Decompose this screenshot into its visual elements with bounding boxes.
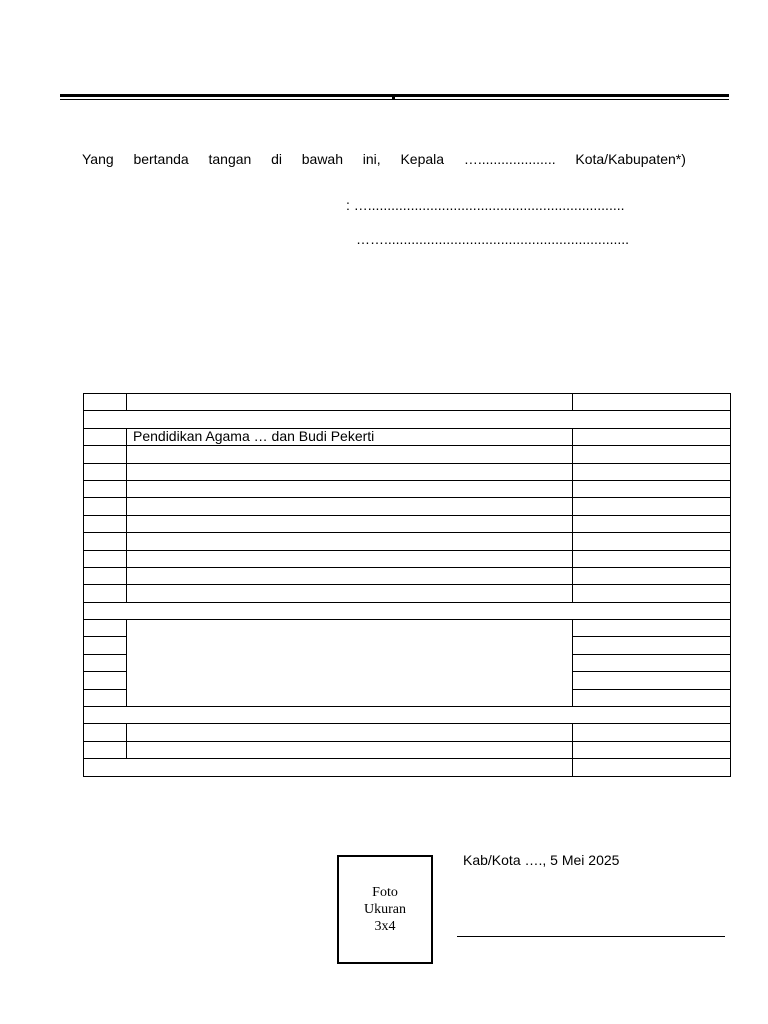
- table-cell: [127, 741, 573, 758]
- table-cell: [84, 463, 127, 480]
- table-cell: [573, 654, 731, 671]
- table-cell: [84, 550, 127, 567]
- table-cell: [127, 480, 573, 497]
- table-cell: [573, 550, 731, 567]
- intro-word: bawah: [301, 151, 344, 167]
- table-row: [84, 707, 731, 724]
- section-header-cell: [84, 707, 731, 724]
- table-cell: [573, 741, 731, 758]
- merged-subject-cell: [127, 620, 573, 707]
- place-date: Kab/Kota …., 5 Mei 2025: [463, 852, 620, 868]
- table-row: [84, 567, 731, 584]
- table-cell: [573, 672, 731, 689]
- table-row: [84, 446, 731, 463]
- table-cell: [573, 463, 731, 480]
- table-cell: [84, 689, 127, 706]
- table-row: [84, 741, 731, 758]
- table-row: [84, 620, 731, 637]
- table-row: [84, 550, 731, 567]
- table-cell: [127, 463, 573, 480]
- intro-word: …....................: [463, 151, 556, 167]
- header-rule-thin: [60, 99, 729, 100]
- section-header-cell: [84, 602, 731, 619]
- photo-label: Foto: [372, 885, 398, 900]
- table-cell: [573, 567, 731, 584]
- table-cell: [84, 637, 127, 654]
- table-cell: [127, 446, 573, 463]
- intro-word: bertanda: [133, 151, 189, 167]
- table-row: [84, 480, 731, 497]
- table-cell: [573, 446, 731, 463]
- grades-table: [83, 393, 731, 777]
- table-cell: [573, 498, 731, 515]
- table-cell: [127, 724, 573, 741]
- table-cell: [573, 515, 731, 532]
- table-cell: [84, 654, 127, 671]
- table-cell: [127, 498, 573, 515]
- table-row: [84, 759, 731, 776]
- table-row: [84, 498, 731, 515]
- signature-line: [457, 936, 725, 937]
- section-header-cell: [84, 411, 731, 428]
- subject-label: Pendidikan Agama … dan Budi Pekerti: [127, 428, 573, 445]
- table-cell: [127, 515, 573, 532]
- intro-word: di: [271, 151, 282, 167]
- table-cell: [127, 533, 573, 550]
- photo-placeholder: [337, 855, 433, 964]
- table-row: [84, 411, 731, 428]
- table-cell: [127, 585, 573, 602]
- table-cell: [573, 585, 731, 602]
- table-cell: [84, 585, 127, 602]
- intro-word: Kota/Kabupaten*): [575, 151, 686, 167]
- table-cell: [84, 724, 127, 741]
- table-row: [84, 533, 731, 550]
- table-row: [84, 515, 731, 532]
- table-row: [84, 602, 731, 619]
- table-row: [84, 428, 731, 445]
- table-cell: [573, 689, 731, 706]
- table-cell: [84, 741, 127, 758]
- intro-word: Kepala: [400, 151, 445, 167]
- table-row: [84, 585, 731, 602]
- table-cell: [84, 394, 127, 411]
- blank-field-2: ……...............................................................: [356, 231, 630, 247]
- photo-label: 3x4: [374, 919, 396, 934]
- table-cell: [84, 446, 127, 463]
- table-cell: [573, 428, 731, 445]
- table-cell: [573, 759, 731, 776]
- table-cell: [84, 428, 127, 445]
- intro-line: [82, 151, 686, 167]
- table-cell: [573, 620, 731, 637]
- photo-label: Ukuran: [364, 902, 406, 917]
- table-row: [84, 394, 731, 411]
- table-cell: [127, 394, 573, 411]
- total-label-cell: [84, 759, 573, 776]
- intro-word: tangan: [208, 151, 252, 167]
- header-rule-mark: [392, 96, 395, 99]
- table-cell: [84, 567, 127, 584]
- table-cell: [573, 533, 731, 550]
- table-cell: [573, 394, 731, 411]
- blank-field-1: : …..................................................................: [346, 197, 625, 213]
- intro-word: Yang: [82, 151, 114, 167]
- table-cell: [84, 533, 127, 550]
- intro-word: ini,: [362, 151, 381, 167]
- table-cell: [127, 567, 573, 584]
- table-cell: [84, 515, 127, 532]
- table-cell: [84, 480, 127, 497]
- table-cell: [84, 498, 127, 515]
- table-cell: [84, 672, 127, 689]
- table-row: [84, 724, 731, 741]
- table-cell: [573, 724, 731, 741]
- table-cell: [573, 480, 731, 497]
- table-cell: [127, 550, 573, 567]
- table-row: [84, 463, 731, 480]
- table-cell: [84, 620, 127, 637]
- table-cell: [573, 637, 731, 654]
